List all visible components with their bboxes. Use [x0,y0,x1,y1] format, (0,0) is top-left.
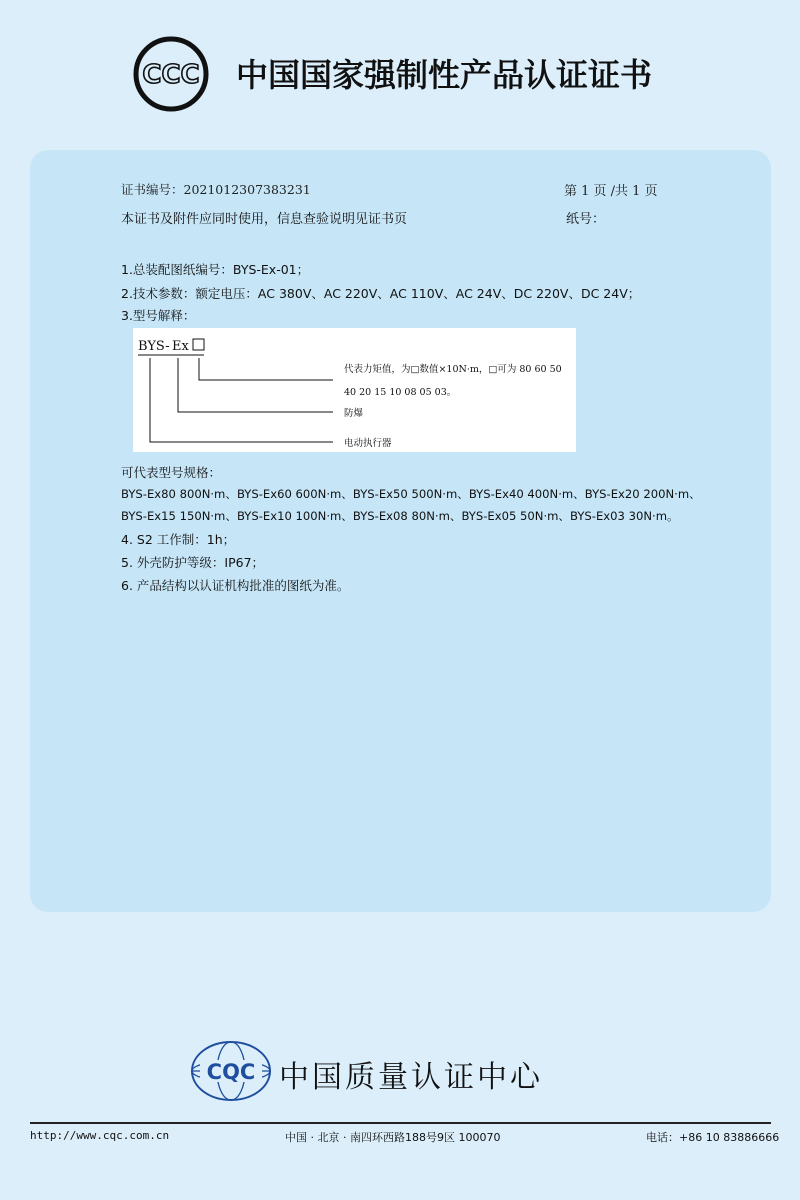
page-title: 中国国家强制性产品认证证书 [236,56,653,94]
diagram-code-bys: BYS- [138,339,170,354]
model-diagram [133,328,576,452]
diagram-leader-ex [178,358,333,412]
item-duty-cycle: 4. S2 工作制：1h； [121,532,236,547]
certificate-number: 证书编号：2021012307383231 [121,182,311,197]
diagram-leader-torque [199,358,333,380]
diagram-desc-torque-1: 代表力矩值，为□数值×10N·m，□可为 80 60 50 [344,364,562,375]
item-ip-rating: 5. 外壳防护等级：IP67； [121,555,265,570]
item-model-explanation: 3.型号解释： [121,308,196,323]
representative-models-label: 可代表型号规格： [121,465,222,480]
diagram-code-ex: Ex [172,339,189,354]
models-line-2: BYS-Ex15 150N·m、BYS-Ex10 100N·m、BYS-Ex08 80N·m、BYS-Ex05 50N·m、BYS-Ex03 30N·m。 [121,509,679,523]
ccc-logo-text: CCC [142,60,200,90]
paper-number: 纸号： [566,212,606,227]
item-drawing-number: 1.总装配图纸编号：BYS-Ex-01； [121,262,310,277]
models-line-1: BYS-Ex80 800N·m、BYS-Ex60 600N·m、BYS-Ex50 500N·m、BYS-Ex40 400N·m、BYS-Ex20 200N·m、 [121,487,701,501]
diagram-desc-torque-2: 40 20 15 10 08 05 03。 [344,387,457,398]
footer-divider [30,1122,771,1124]
ccc-logo [133,36,209,112]
usage-notice: 本证书及附件应同时使用，信息查验说明见证书页 [121,212,408,227]
cqc-logo-text: CQC [206,1060,256,1084]
diagram-code-box [193,339,204,350]
organization-name: 中国质量认证中心 [279,1060,543,1095]
item-technical-params: 2.技术参数：额定电压：AC 380V、AC 220V、AC 110V、AC 24V、DC 220V、DC 24V； [121,286,641,301]
page-number: 第 1 页 /共 1 页 [564,184,658,199]
diagram-desc-ex: 防爆 [344,408,364,419]
footer-address: 中国 · 北京 · 南四环西路188号9区 100070 [285,1131,501,1144]
item-structure-note: 6. 产品结构以认证机构批准的图纸为准。 [121,578,350,593]
diagram-desc-actuator: 电动执行器 [344,438,392,449]
footer-phone: 电话：+86 10 83886666 [646,1131,780,1144]
footer-url[interactable]: http://www.cqc.com.cn [30,1129,170,1142]
diagram-leader-actuator [150,358,333,442]
cqc-logo [190,1040,272,1102]
